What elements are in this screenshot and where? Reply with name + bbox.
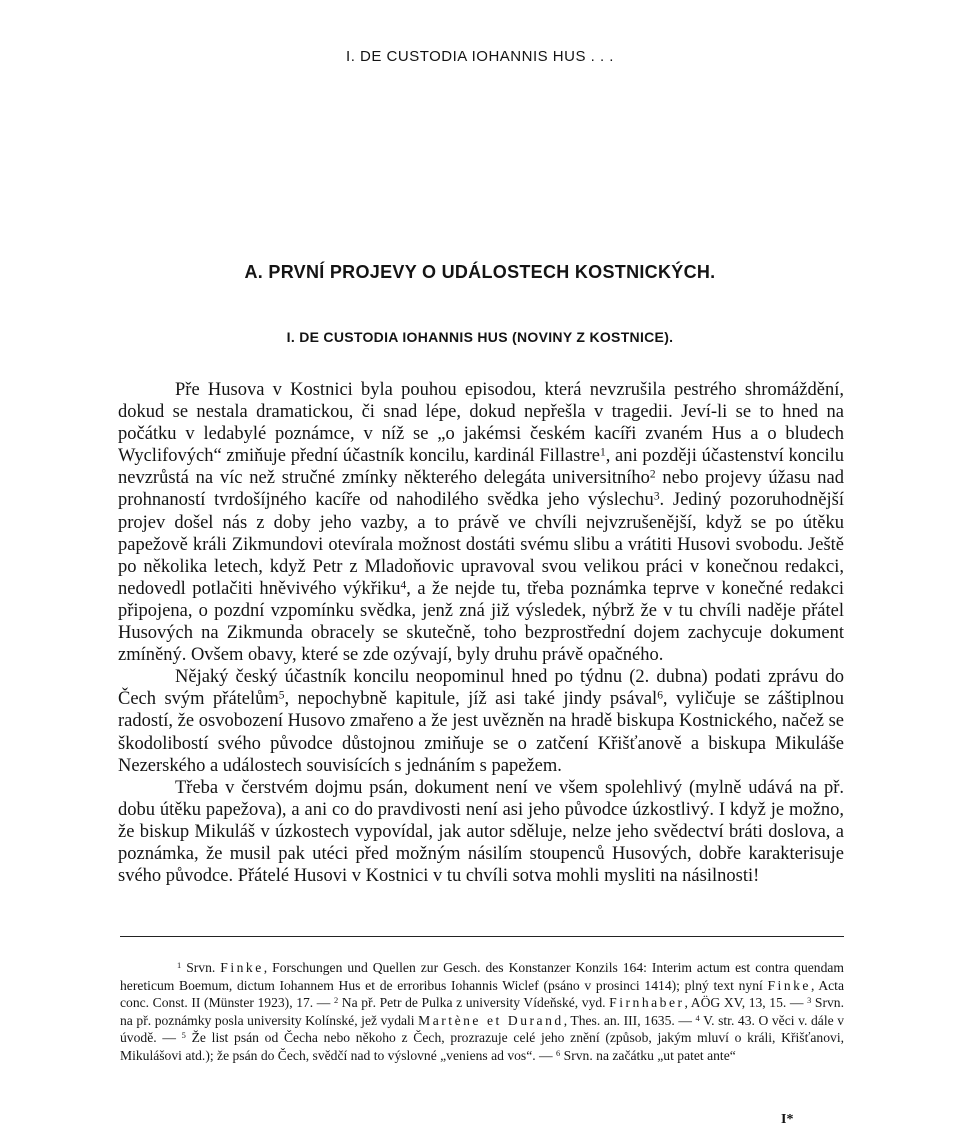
footnote-text: , Forschungen und Quellen zur Gesch. des Konstanzer Konzils 164: Interim actum est contra quendam hereticum Boemum, dictum Iohannem Hus et de erroribus Iohannis Wiclef (psáno v prosinci 1414); plný text nyní (120, 960, 844, 993)
signature-mark: I* (781, 1112, 794, 1127)
footnote-marker: 1 (177, 959, 182, 970)
footnote-ref: 6 (657, 689, 663, 702)
footnote-ref: 4 (400, 579, 407, 592)
author-name: Firnhaber (609, 995, 685, 1011)
footnote-text: Srvn. na př. poznámky posla university Kolínské, jež vydali (120, 995, 844, 1028)
footnote-text: , Thes. an. III, 1635. — (563, 1012, 696, 1028)
footnotes (120, 959, 844, 1065)
paragraph-text: , a že nejde tu, třeba poznámka teprve v konečné redakci připojena, o pozdní vzpomínku svědka, jenž zná již výsledek, nýbrž že v tu chvíli naděje přátel Husových na Zikmunda obracely se skutečně, toho bezprostřední dojem zachycuje dokument zmíněný. Ovšem obavy, které se zde ozývají, byly druhu právě opačného. (118, 578, 845, 666)
paragraph-text: nebo projevy úžasu nad prohnaností tvrdošíjného kacíře od nahodilého svědka jeho výslechu (118, 468, 844, 511)
footnote-text: , Acta conc. Const. II (Münster 1923), 17. — (120, 977, 844, 1011)
paragraph-text: Pře Husova v Kostnici byla pouhou episodou, která nevzrušila pestrého shromáždění, dokud se nestala dramatickou, či snad lépe, dokud nepřešla v tragedii. Jeví-li se to hned na počátku v ledabylé poznámce, v níž se „o jakémsi českém kacíři zvaném Hus a o bludech Wyclifových“ zmiňuje přední účastník koncilu, kardinál Fillastre (118, 380, 844, 467)
footnote-ref: 2 (649, 468, 656, 481)
body-text (118, 379, 844, 887)
author-name: Martène et Durand (418, 1012, 564, 1028)
paragraph-text: , ani později účastenství koncilu nevzrůstá na víc než stručné zmínky některého delegáta universitního (118, 446, 844, 489)
footnote-marker: 6 (556, 1047, 561, 1058)
footnote-marker: 2 (333, 994, 339, 1005)
section-title: A. PRVNÍ PROJEVY O UDÁLOSTECH KOSTNICKÝCH. (244, 262, 716, 282)
paragraph-text: , vyličuje se záštiplnou radostí, že osvobození Husovo zmařeno a že jest uvězněn na hradě biskupa Kostnického, načež se škodolibostí svého původce důstojnou zmiňuje se o zatčení Křišťanově a biskupa Mikuláše Nezerského a událostech souvisících s jednáním s papežem. (118, 689, 844, 776)
footnote-text: Na př. Petr de Pulka z university Vídeňské, vyd. (338, 995, 610, 1011)
footnote-marker: 4 (695, 1012, 700, 1023)
paragraph-text: Nějaký český účastník koncilu neopominul hned po týdnu (2. dubna) podati zprávu do Čech svým přátelům (118, 667, 844, 710)
author-name: Finke (220, 960, 264, 975)
chapter-title: I. DE CUSTODIA IOHANNIS HUS (NOVINY Z KOSTNICE). (286, 329, 674, 345)
paragraph-text: . Jediný pozoruhodnější projev došel nás z doby jeho vazby, a to právě ve chvíli nejvzrušenější, když se po útěku papežově králi Zikmundovi otevírala možnost dostáti svému slibu a vrátiti Husovi svobodu. Ještě po několika letech, když Petr z Mladoňovic upravoval svou velikou práci v konečnou redakci, nedovedl potlačiti hněvivého výkřiku (118, 490, 844, 599)
author-name: Finke (767, 977, 811, 993)
footnote-text: , AÖG XV, 13, 15. — (684, 995, 808, 1011)
paragraph-2 (118, 666, 844, 776)
footnote-divider (120, 936, 844, 937)
footnote-marker: 3 (807, 994, 812, 1005)
running-head: I. DE CUSTODIA IOHANNIS HUS . . . (346, 48, 614, 65)
footnote-text: Srvn. na začátku „ut patet ante“ (560, 1047, 736, 1063)
footnote-text: Srvn. (181, 960, 221, 975)
paragraph-3: Třeba v čerstvém dojmu psán, dokument není ve všem spolehlivý (mylně udává na př. dobu útěku papežova), a ani co do pravdivosti není asi jeho původce úzkostlivý. I když je možno, že biskup Mikuláš v úzkostech vypovídal, jak autor sděluje, nelze jeho svědectví bráti doslova, a poznámka, že musil pak utéci před možným násilím stoupenců Husových, dobře karakterisuje svého původce. Přátelé Husovi v Kostnici v tu chvíli sotva mohli mysliti na násilnosti! (118, 777, 844, 887)
footnote-ref: 1 (599, 446, 606, 459)
footnote-ref: 3 (653, 490, 660, 503)
footnote-marker: 5 (181, 1030, 186, 1041)
paragraph-1 (118, 379, 844, 666)
paragraph-text: , nepochybně kapitule, jíž asi také jindy psával (284, 689, 658, 710)
footnote-ref: 5 (278, 689, 285, 702)
footnote-text: V. str. 43. O věci v. dále v úvodě. — (120, 1012, 844, 1046)
footnote-text: Že list psán od Čecha nebo někoho z Čech, prozrazuje celé jeho znění (způsob, jakým mluví o králi, Křišťanovi, Mikulášovi atd.); že psán do Čech, svědčí nad to výslovné „veniens ad vos“. — (120, 1030, 844, 1063)
